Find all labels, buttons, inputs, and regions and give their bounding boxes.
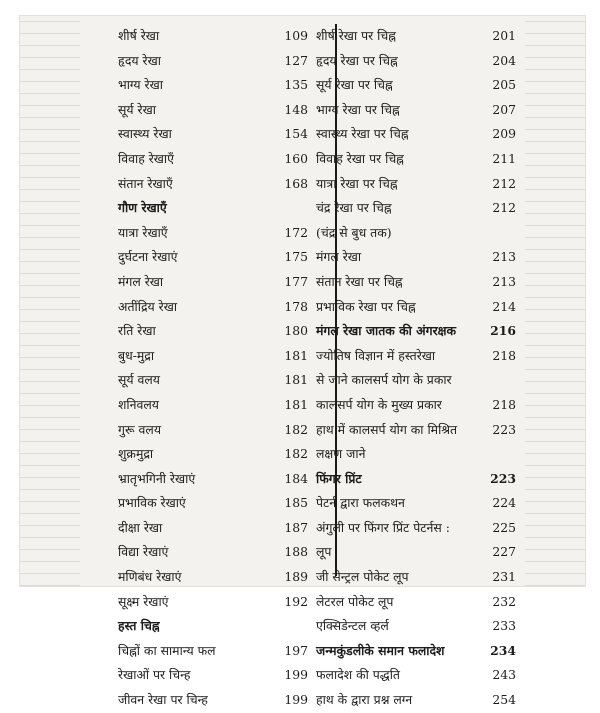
toc-entry	[316, 393, 516, 418]
entry-page-number: 209	[492, 126, 516, 142]
entry-page-number: 254	[492, 692, 516, 708]
toc-entry	[118, 491, 308, 516]
toc-entry	[118, 688, 308, 713]
entry-title: शीर्ष रेखा पर चिह्न	[316, 28, 396, 43]
toc-entry	[316, 221, 516, 246]
entry-page-number: 201	[492, 28, 516, 43]
entry-title: गौण रेखाएँ	[118, 200, 167, 216]
toc-entry	[316, 98, 516, 123]
toc-entry	[316, 270, 516, 295]
toc-entry	[118, 467, 308, 492]
toc-entry	[118, 540, 308, 565]
entry-page-number: 213	[492, 273, 516, 289]
entry-page-number: 216	[490, 323, 516, 339]
entry-title: प्रभाविक रेखाएं	[118, 495, 186, 511]
toc-entry	[118, 98, 308, 123]
entry-page-number: 185	[284, 495, 308, 511]
entry-title: मंगल रेखा	[316, 249, 362, 265]
toc-entry	[316, 663, 516, 688]
toc-entry	[118, 590, 308, 615]
toc-entry	[316, 295, 516, 320]
entry-page-number: 148	[284, 101, 308, 117]
entry-page-number: 184	[284, 470, 308, 486]
entry-page-number: 188	[284, 544, 308, 560]
toc-entry	[316, 344, 516, 369]
entry-title: ज्योतिष विज्ञान में हस्तरेखा	[316, 347, 436, 363]
entry-page-number: 172	[284, 224, 308, 240]
entry-page-number: 181	[284, 396, 308, 412]
entry-title: विवाह रेखा पर चिह्न	[316, 150, 404, 166]
toc-entry	[316, 172, 516, 197]
toc-entry	[118, 122, 308, 147]
entry-title: अंगुली पर फिंगर प्रिंट पेटर्नस :	[316, 519, 450, 535]
entry-page-number: 223	[490, 470, 516, 486]
toc-entry	[118, 368, 308, 393]
entry-page-number: 234	[490, 642, 516, 658]
entry-title: पेटर्न द्वारा फलकथन	[316, 495, 405, 511]
entry-title: भ्रातृभगिनी रेखाएं	[118, 470, 196, 486]
entry-title: लेटरल पोकेट लूप	[316, 593, 394, 609]
entry-page-number: 154	[284, 126, 308, 142]
entry-page-number: 207	[492, 101, 516, 117]
toc-entry	[316, 540, 516, 565]
entry-title: जी सेन्ट्रल पोकेट लूप	[316, 569, 409, 585]
entry-page-number: 231	[492, 569, 516, 585]
entry-title: यात्रा रेखाएँ	[118, 224, 168, 240]
entry-page-number: 177	[284, 273, 308, 289]
entry-page-number: 218	[492, 347, 516, 363]
entry-title: (चंद्र से बुध तक)	[316, 224, 392, 240]
section-heading-row	[316, 639, 516, 664]
entry-title: बुध-मुद्रा	[118, 347, 155, 363]
toc-entry	[118, 295, 308, 320]
toc-entry	[118, 565, 308, 590]
entry-page-number: 168	[284, 175, 308, 191]
toc-entry	[316, 245, 516, 270]
toc-entry	[316, 368, 516, 393]
toc-entry	[316, 614, 516, 639]
toc-entry	[316, 688, 516, 713]
entry-title: संतान रेखाएँ	[118, 175, 173, 191]
entry-title: विवाह रेखाएँ	[118, 150, 174, 166]
entry-page-number: 243	[492, 667, 516, 683]
entry-title: हृदय रेखा	[118, 52, 161, 68]
entry-title: हाथ में कालसर्प योग का मिश्रित	[316, 421, 458, 437]
entry-title: लक्षण जाने	[316, 446, 366, 462]
entry-title: से जाने कालसर्प योग के प्रकार	[316, 372, 452, 388]
toc-entry	[118, 245, 308, 270]
entry-title: शुक्रमुद्रा	[118, 446, 154, 462]
entry-page-number: 175	[284, 249, 308, 265]
entry-page-number: 192	[284, 593, 308, 609]
entry-title: शनिवलय	[118, 396, 159, 412]
entry-page-number: 178	[284, 298, 308, 314]
show-through-right	[525, 16, 585, 586]
entry-page-number: 233	[492, 618, 516, 634]
entry-title: शीर्ष रेखा	[118, 28, 160, 43]
toc-entry	[316, 491, 516, 516]
entry-page-number: 205	[492, 77, 516, 93]
toc-entry	[118, 393, 308, 418]
entry-page-number: 212	[492, 200, 516, 216]
toc-entry	[316, 24, 516, 49]
entry-page-number: 182	[284, 446, 308, 462]
entry-page-number: 218	[492, 396, 516, 412]
entry-title: चिह्नों का सामान्य फल	[118, 642, 216, 658]
entry-title: रति रेखा	[118, 323, 156, 339]
entry-title: मणिबंध रेखाएं	[118, 569, 182, 585]
entry-title: स्वास्थ्य रेखा	[118, 126, 172, 142]
entry-title: दीक्षा रेखा	[118, 519, 163, 535]
entry-page-number: 109	[284, 28, 308, 43]
entry-title: स्वास्थ्य रेखा पर चिह्न	[316, 126, 409, 142]
entry-page-number: 212	[492, 175, 516, 191]
toc-entry	[316, 147, 516, 172]
entry-page-number: 199	[284, 692, 308, 708]
toc-entry	[316, 418, 516, 443]
toc-entry	[316, 590, 516, 615]
entry-page-number: 197	[284, 642, 308, 658]
toc-entry	[118, 639, 308, 664]
entry-page-number: 214	[492, 298, 516, 314]
entry-page-number: 225	[492, 519, 516, 535]
toc-entry	[118, 221, 308, 246]
entry-page-number: 211	[492, 150, 516, 166]
entry-title: अतींद्रिय रेखा	[118, 298, 178, 314]
entry-page-number: 189	[284, 569, 308, 585]
entry-page-number: 160	[284, 150, 308, 166]
entry-title: हाथ के द्वारा प्रश्न लग्न	[316, 692, 413, 708]
entry-page-number: 223	[492, 421, 516, 437]
entry-page-number: 199	[284, 667, 308, 683]
entry-title: रेखाओं पर चिन्ह	[118, 667, 191, 683]
entry-title: कालसर्प योग के मुख्य प्रकार	[316, 396, 442, 412]
toc-entry	[118, 344, 308, 369]
entry-title: यात्रा रेखा पर चिह्न	[316, 175, 398, 191]
book-page	[20, 16, 585, 708]
toc-entry	[316, 49, 516, 74]
entry-page-number: 227	[492, 544, 516, 560]
entry-page-number: 127	[284, 52, 308, 68]
entry-title: हस्त चिह्न	[118, 618, 160, 634]
toc-entry	[316, 196, 516, 221]
entry-title: फिंगर प्रिंट	[316, 470, 362, 486]
toc-entry	[316, 442, 516, 467]
entry-title: सूर्य रेखा पर चिह्न	[316, 77, 393, 93]
entry-title: सूर्य रेखा	[118, 101, 156, 117]
entry-page-number: 224	[492, 495, 516, 511]
entry-title: दुर्घटना रेखाएं	[118, 249, 178, 265]
entry-title: हृदय रेखा पर चिह्न	[316, 52, 398, 68]
toc-entry	[118, 24, 308, 49]
entry-title: मंगल रेखा	[118, 273, 164, 289]
toc-entry	[316, 565, 516, 590]
toc-entry	[316, 122, 516, 147]
toc-entry	[316, 73, 516, 98]
toc-entry	[118, 270, 308, 295]
entry-title: प्रभाविक रेखा पर चिह्न	[316, 298, 416, 314]
entry-page-number: 232	[492, 593, 516, 609]
toc-entry	[316, 516, 516, 541]
toc-entry	[118, 172, 308, 197]
section-heading-row	[316, 319, 516, 344]
entry-page-number: 182	[284, 421, 308, 437]
toc-entry	[118, 147, 308, 172]
entry-title: संतान रेखा पर चिह्न	[316, 273, 403, 289]
entry-title: विद्या रेखाएं	[118, 544, 169, 560]
toc-entry	[118, 418, 308, 443]
section-heading-row	[118, 196, 308, 221]
toc-entry	[118, 516, 308, 541]
entry-page-number: 181	[284, 372, 308, 388]
entry-page-number: 213	[492, 249, 516, 265]
entry-page-number: 135	[284, 77, 308, 93]
entry-title: भाग्य रेखा	[118, 77, 163, 93]
entry-title: चंद्र रेखा पर चिह्न	[316, 200, 392, 216]
toc-entry	[118, 319, 308, 344]
entry-title: फलादेश की पद्धति	[316, 667, 400, 683]
entry-title: सूर्य वलय	[118, 372, 160, 388]
entry-page-number: 204	[492, 52, 516, 68]
entry-page-number: 187	[284, 519, 308, 535]
entry-title: एक्सिडेन्टल व्हर्ल	[316, 618, 389, 634]
entry-title: गुरू वलय	[118, 421, 162, 437]
section-heading-row	[118, 614, 308, 639]
contents-right-column	[316, 24, 516, 713]
entry-title: सूक्ष्म रेखाएं	[118, 593, 169, 609]
entry-title: जीवन रेखा पर चिन्ह	[118, 692, 208, 708]
entry-title: भाग्य रेखा पर चिह्न	[316, 101, 400, 117]
toc-entry	[118, 442, 308, 467]
section-heading-row	[316, 467, 516, 492]
entry-title: जन्मकुंडलीके समान फलादेश	[316, 642, 445, 658]
entry-page-number: 180	[284, 323, 308, 339]
entry-title: लूप	[316, 544, 332, 560]
entry-title: मंगल रेखा जातक की अंगरक्षक	[316, 323, 457, 339]
toc-entry	[118, 73, 308, 98]
show-through-left	[20, 16, 80, 586]
contents-left-column	[118, 24, 308, 713]
toc-entry	[118, 663, 308, 688]
toc-entry	[118, 49, 308, 74]
entry-page-number: 181	[284, 347, 308, 363]
